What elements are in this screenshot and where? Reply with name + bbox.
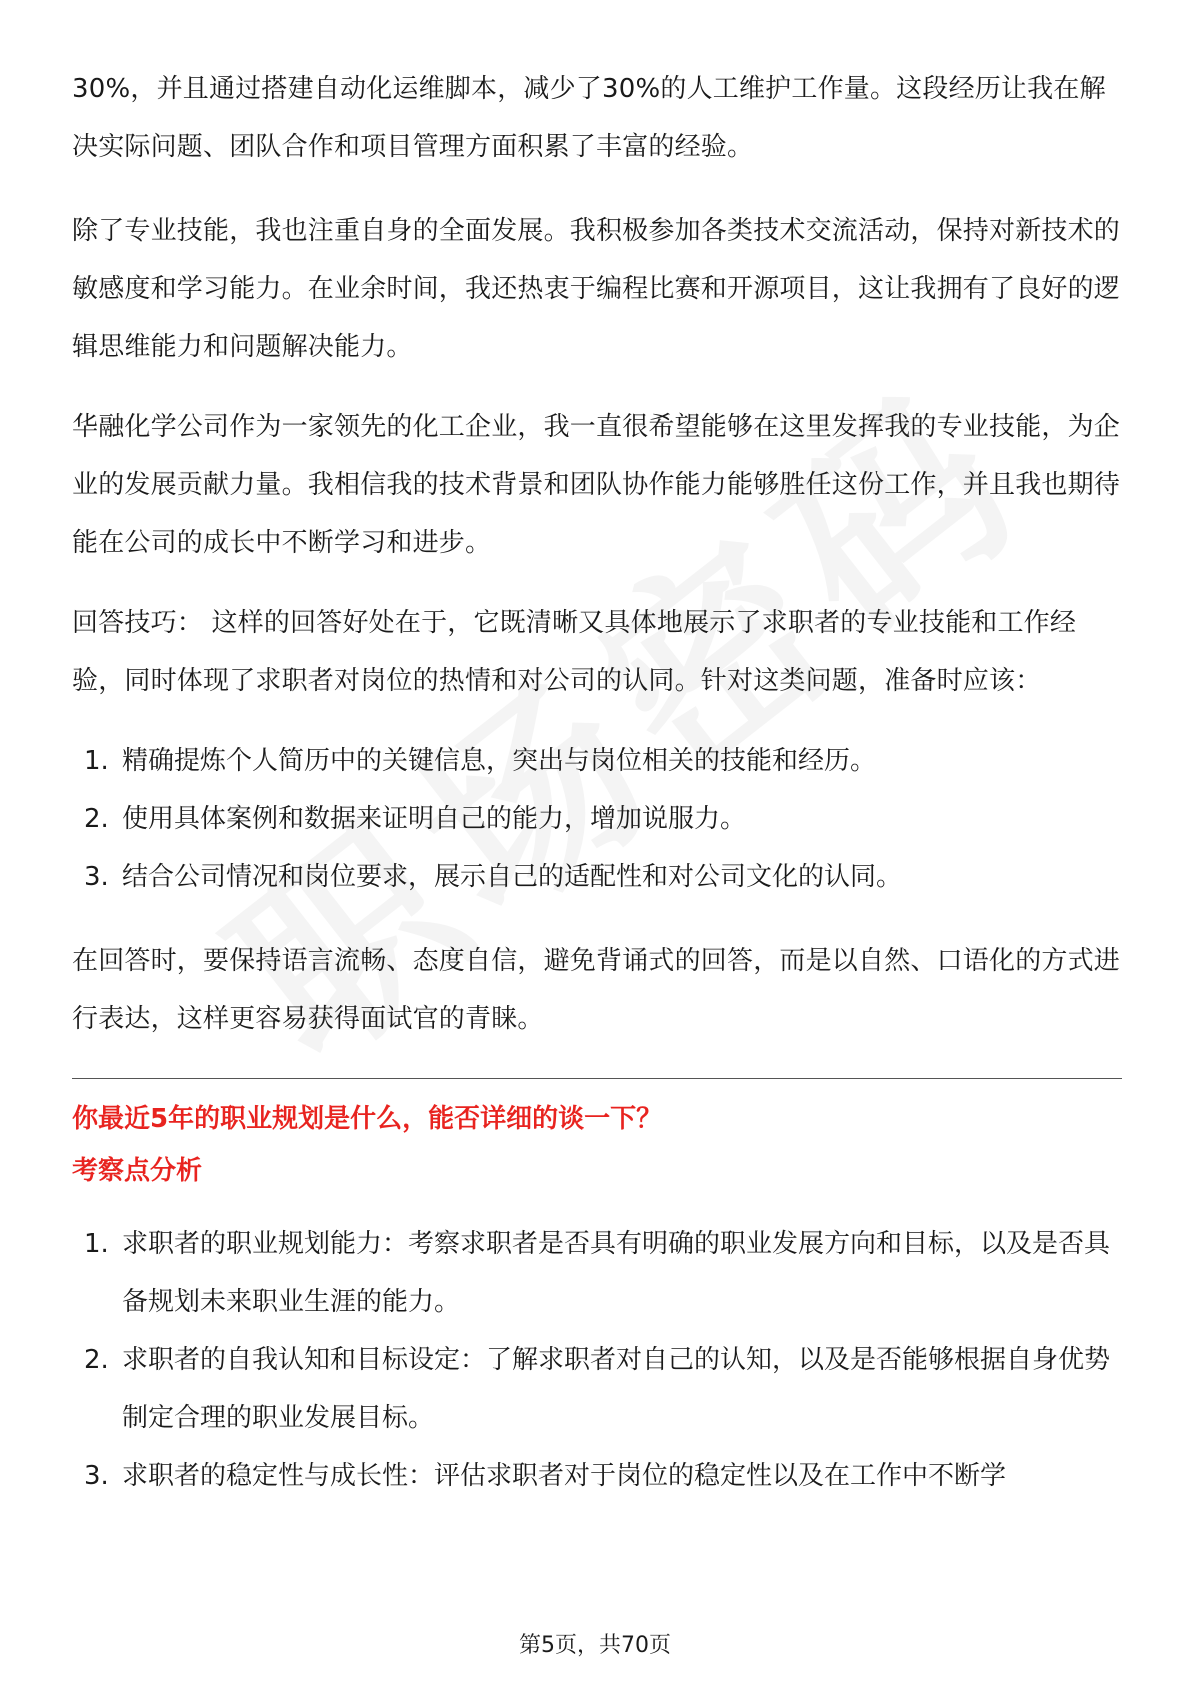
list-text: 使用具体案例和数据来证明自己的能力，增加说服力。 bbox=[122, 804, 747, 834]
paragraph-company: 华融化学公司作为一家领先的化工企业，我一直很希望能够在这里发挥我的专业技能，为企业的发展贡献力量。我相信我的技术背景和团队协作能力能够胜任这份工作，并且我也期待能在公司的成长中不断学习和进步。 bbox=[72, 412, 1121, 558]
list-text: 精确提炼个人简历中的关键信息，突出与岗位相关的技能和经历。 bbox=[122, 746, 877, 776]
paragraph-closing: 在回答时，要保持语言流畅、态度自信，避免背诵式的回答，而是以自然、口语化的方式进行表达，这样更容易获得面试官的青睐。 bbox=[72, 946, 1121, 1034]
list-item bbox=[72, 1331, 1122, 1447]
list-item bbox=[72, 732, 1122, 790]
page-footer: 第5页，共70页 bbox=[519, 1633, 671, 1658]
paragraph-answer-tips: 回答技巧： 这样的回答好处在于，它既清晰又具体地展示了求职者的专业技能和工作经验，同时体现了求职者对岗位的热情和对公司的认同。针对这类问题，准备时应该： bbox=[72, 608, 1077, 696]
list-number: 2. bbox=[84, 804, 109, 834]
paragraph-experience: 30%，并且通过搭建自动化运维脚本，减少了30%的人工维护工作量。这段经历让我在解决实际问题、团队合作和项目管理方面积累了丰富的经验。 bbox=[72, 74, 1106, 162]
list-text: 求职者的稳定性与成长性：评估求职者对于岗位的稳定性以及在工作中不断学 bbox=[122, 1461, 1007, 1491]
section-divider bbox=[72, 1078, 1122, 1079]
question-title: 你最近5年的职业规划是什么，能否详细的谈一下？ bbox=[72, 1104, 663, 1134]
analysis-heading: 考察点分析 bbox=[72, 1156, 203, 1186]
paragraph-development: 除了专业技能，我也注重自身的全面发展。我积极参加各类技术交流活动，保持对新技术的敏感度和学习能力。在业余时间，我还热衷于编程比赛和开源项目，这让我拥有了良好的逻辑思维能力和问题解决能力。 bbox=[72, 216, 1121, 362]
list-item bbox=[72, 848, 1122, 906]
list-number: 3. bbox=[84, 862, 109, 892]
list-item bbox=[72, 1447, 1122, 1505]
tips-list bbox=[72, 732, 1122, 906]
analysis-list bbox=[72, 1215, 1122, 1505]
list-text: 结合公司情况和岗位要求，展示自己的适配性和对公司文化的认同。 bbox=[122, 862, 903, 892]
list-number: 1. bbox=[84, 1229, 109, 1259]
list-number: 1. bbox=[84, 746, 109, 776]
list-text: 求职者的自我认知和目标设定：了解求职者对自己的认知，以及是否能够根据自身优势制定合理的职业发展目标。 bbox=[122, 1345, 1111, 1433]
list-number: 3. bbox=[84, 1461, 109, 1491]
list-text: 求职者的职业规划能力：考察求职者是否具有明确的职业发展方向和目标，以及是否具备规划未来职业生涯的能力。 bbox=[122, 1229, 1111, 1317]
document-page bbox=[72, 60, 1122, 1531]
list-item bbox=[72, 790, 1122, 848]
list-item bbox=[72, 1215, 1122, 1331]
list-number: 2. bbox=[84, 1345, 109, 1375]
